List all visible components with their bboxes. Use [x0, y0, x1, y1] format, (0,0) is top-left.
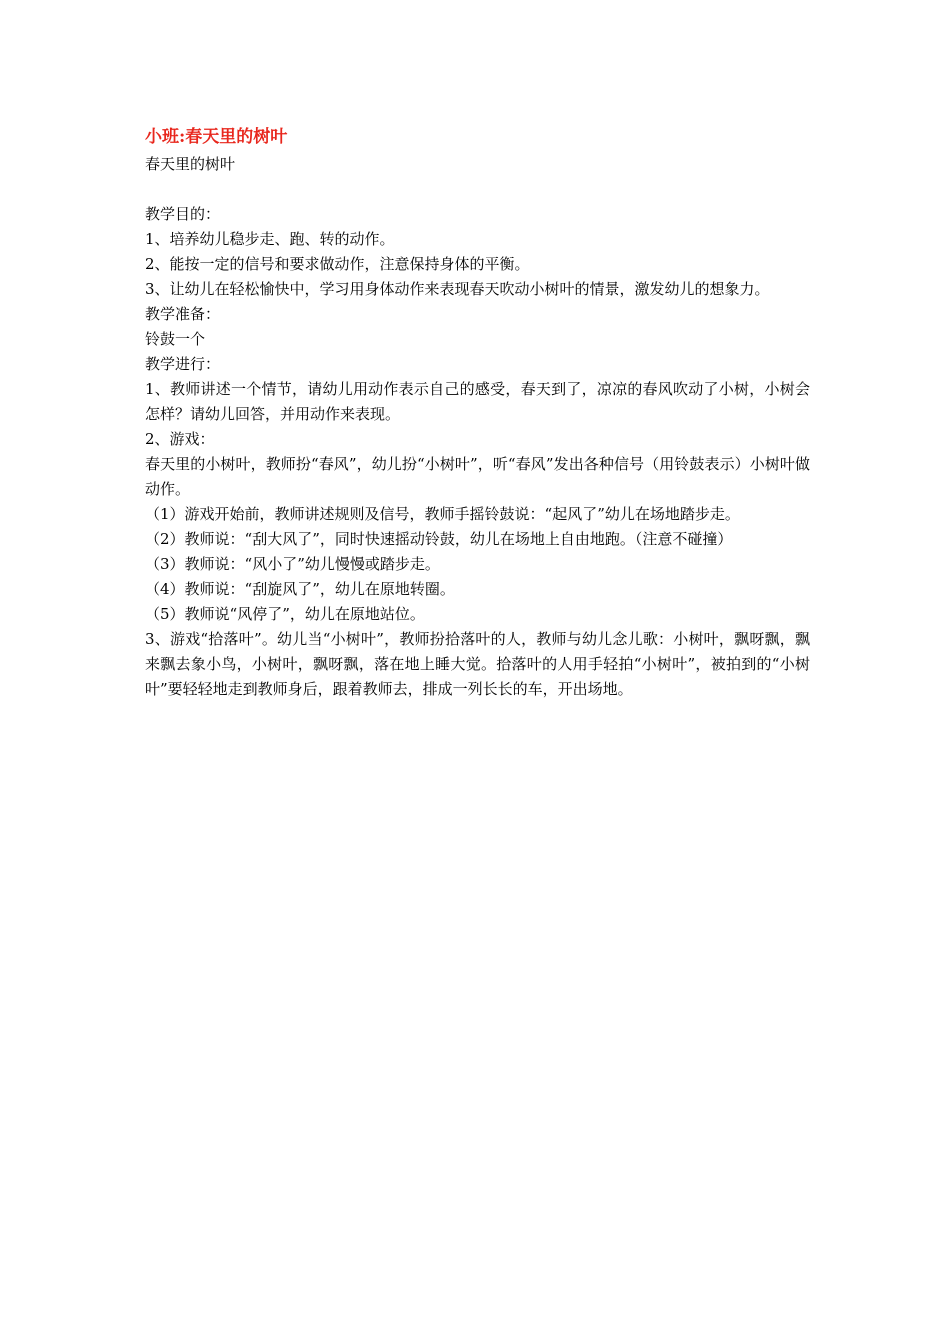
process-step-2-intro: 春天里的小树叶，教师扮“春风”，幼儿扮“小树叶”，听“春风”发出各种信号（用铃鼓表示）小树叶做动作。	[145, 455, 810, 498]
game-step: （3）教师说：“风小了”幼儿慢慢或踏步走。	[145, 555, 440, 573]
game-step: （4）教师说：“刮旋风了”，幼儿在原地转圈。	[145, 580, 455, 598]
document-title: 小班:春天里的树叶	[145, 127, 288, 147]
document-page	[145, 122, 810, 702]
process-heading: 教学进行：	[145, 355, 221, 373]
process-step-3: 3、游戏“拾落叶”。幼儿当“小树叶”，教师扮拾落叶的人，教师与幼儿念儿歌：小树叶，飘呀飘，飘来飘去象小鸟，小树叶，飘呀飘，落在地上睡大觉。拾落叶的人用手轻拍“小树叶”，被拍到的“小树叶”要轻轻地走到教师身后，跟着教师去，排成一列长长的车，开出场地。	[145, 630, 810, 698]
prep-item: 铃鼓一个	[145, 330, 206, 348]
goal-item: 1、培养幼儿稳步走、跑、转的动作。	[145, 230, 395, 248]
goals-heading: 教学目的：	[145, 205, 221, 223]
game-step: （5）教师说“风停了”，幼儿在原地站位。	[145, 605, 425, 623]
goal-item: 2、能按一定的信号和要求做动作，注意保持身体的平衡。	[145, 255, 530, 273]
game-step: （2）教师说：“刮大风了”，同时快速摇动铃鼓，幼儿在场地上自由地跑。（注意不碰撞）	[145, 530, 733, 548]
prep-heading: 教学准备：	[145, 305, 221, 323]
blank-line	[145, 177, 810, 202]
document-subtitle: 春天里的树叶	[145, 155, 236, 173]
process-step-1: 1、教师讲述一个情节，请幼儿用动作表示自己的感受，春天到了，凉凉的春风吹动了小树，小树会怎样？请幼儿回答，并用动作来表现。	[145, 380, 810, 423]
game-step: （1）游戏开始前，教师讲述规则及信号，教师手摇铃鼓说：“起风了”幼儿在场地踏步走。	[145, 505, 740, 523]
goal-item: 3、让幼儿在轻松愉快中，学习用身体动作来表现春天吹动小树叶的情景，激发幼儿的想象力。	[145, 280, 770, 298]
process-step-2-heading: 2、游戏：	[145, 430, 215, 448]
